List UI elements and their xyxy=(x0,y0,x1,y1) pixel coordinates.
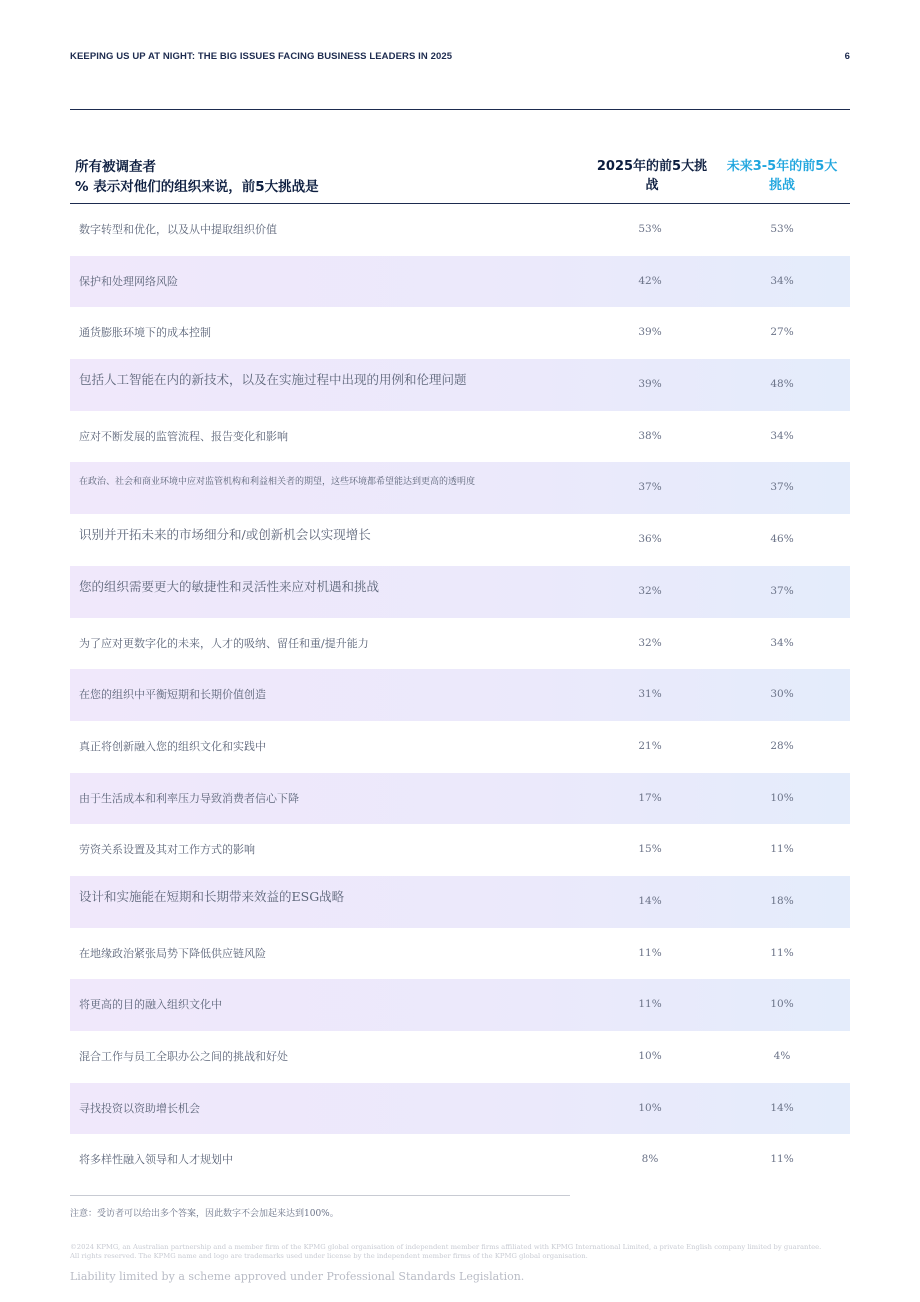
row-label: 为了应对更数字化的未来，人才的吸纳、留任和重/提升能力 xyxy=(79,636,369,650)
header-divider xyxy=(70,109,850,110)
row-label: 在您的组织中平衡短期和长期价值创造 xyxy=(79,688,266,702)
row-label: 识别并开拓未来的市场细分和/或创新机会以实现增长 xyxy=(79,527,371,543)
value-future: 34% xyxy=(770,274,794,287)
row-label: 包括人工智能在内的新技术，以及在实施过程中出现的用例和伦理问题 xyxy=(79,372,467,388)
row-label: 寻找投资以资助增长机会 xyxy=(79,1101,200,1115)
row-label: 保护和处理网络风险 xyxy=(79,274,178,288)
table-row xyxy=(70,618,850,670)
row-label: 通货膨胀环境下的成本控制 xyxy=(79,326,211,340)
report-title: KEEPING US UP AT NIGHT: THE BIG ISSUES FACING BUSINESS LEADERS IN 2025 xyxy=(70,51,453,62)
table-row xyxy=(70,566,850,618)
column-header-2025-line2: 战 xyxy=(645,178,659,193)
table-row xyxy=(70,359,850,411)
table-row xyxy=(70,514,850,566)
table-heading-line1: 所有被调查者 xyxy=(75,159,156,175)
table-row xyxy=(70,256,850,308)
row-label: 在政治、社会和商业环境中应对监管机构和利益相关者的期望，这些环境都希望能达到更高的透明度 xyxy=(79,477,476,488)
value-2025: 53% xyxy=(638,223,662,235)
row-label: 将更高的目的融入组织文化中 xyxy=(79,998,222,1012)
value-future: 28% xyxy=(770,739,794,752)
row-label: 混合工作与员工全职办公之间的挑战和好处 xyxy=(79,1050,288,1063)
value-2025: 39% xyxy=(638,326,662,339)
table-row xyxy=(70,1134,850,1186)
table-row xyxy=(70,928,850,980)
row-label: 由于生活成本和利率压力导致消费者信心下降 xyxy=(79,791,299,805)
value-2025: 36% xyxy=(638,533,662,546)
table-row xyxy=(70,204,850,256)
row-label: 您的组织需要更大的敏捷性和灵活性来应对机遇和挑战 xyxy=(79,578,380,594)
row-label: 将多样性融入领导和人才规划中 xyxy=(79,1153,233,1167)
value-future: 46% xyxy=(770,533,794,546)
value-2025: 42% xyxy=(638,274,662,287)
value-2025: 15% xyxy=(638,843,662,856)
table-row xyxy=(70,411,850,463)
liability-notice: Liability limited by a scheme approved under Professional Standards Legislation. xyxy=(70,1270,525,1283)
value-2025: 11% xyxy=(638,946,662,959)
value-future: 34% xyxy=(770,636,794,649)
value-future: 4% xyxy=(773,1050,791,1062)
value-2025: 37% xyxy=(638,481,662,494)
value-future: 18% xyxy=(770,894,794,907)
table-row xyxy=(70,721,850,773)
row-label: 数字转型和优化，以及从中提取组织价值 xyxy=(79,223,277,236)
footnote-divider xyxy=(70,1195,570,1196)
value-future: 48% xyxy=(770,378,794,391)
value-future: 34% xyxy=(770,429,794,442)
value-future: 10% xyxy=(770,791,794,804)
value-2025: 14% xyxy=(638,894,662,907)
table-row xyxy=(70,669,850,721)
value-future: 11% xyxy=(770,1153,794,1166)
value-future: 53% xyxy=(770,223,794,235)
table-row xyxy=(70,824,850,876)
row-label: 在地缘政治紧张局势下降低供应链风险 xyxy=(79,946,266,960)
page-header xyxy=(70,51,850,65)
table-row xyxy=(70,876,850,928)
value-future: 27% xyxy=(770,326,794,339)
value-2025: 31% xyxy=(638,688,662,701)
value-2025: 39% xyxy=(638,378,662,391)
value-2025: 10% xyxy=(638,1050,662,1062)
value-2025: 32% xyxy=(638,636,662,649)
value-future: 37% xyxy=(770,481,794,494)
table-row xyxy=(70,1083,850,1135)
table-row xyxy=(70,462,850,514)
table-row xyxy=(70,773,850,825)
value-future: 11% xyxy=(770,843,794,856)
table-row xyxy=(70,1031,850,1083)
table-row xyxy=(70,307,850,359)
value-future: 37% xyxy=(770,584,794,597)
value-2025: 10% xyxy=(638,1101,662,1114)
row-label: 设计和实施能在短期和长期带来效益的ESG战略 xyxy=(79,888,345,904)
value-future: 11% xyxy=(770,946,794,959)
table-row xyxy=(70,979,850,1031)
value-future: 30% xyxy=(770,688,794,701)
copyright-notice: ©2024 KPMG, an Australian partnership and a member firm of the KPMG global organisation of independent member firms affiliated with KPMG International Limited, a private English company limited by guarantee. All rights reserved. The KPMG name and logo are trademarks used under license by the independent member firms of the KPMG global organisation. xyxy=(70,1243,822,1260)
value-2025: 21% xyxy=(638,739,662,752)
column-header-future-line1: 未来3-5年的前5大 xyxy=(726,159,838,174)
table-header xyxy=(70,155,850,203)
value-future: 14% xyxy=(770,1101,794,1114)
row-label: 应对不断发展的监管流程、报告变化和影响 xyxy=(79,429,288,443)
table-body xyxy=(70,204,850,1186)
value-2025: 17% xyxy=(638,791,662,804)
column-header-2025-line1: 2025年的前5大挑 xyxy=(596,159,708,174)
value-future: 10% xyxy=(770,998,794,1011)
table-heading-line2: % 表示对他们的组织来说，前5大挑战是 xyxy=(75,179,319,195)
table-heading xyxy=(75,157,319,197)
value-2025: 38% xyxy=(638,429,662,442)
column-header-2025 xyxy=(592,157,712,195)
value-2025: 8% xyxy=(641,1153,659,1166)
column-header-future xyxy=(722,157,842,195)
value-2025: 11% xyxy=(638,998,662,1011)
footnote: 注意：受访者可以给出多个答案，因此数字不会加起来达到100%。 xyxy=(70,1209,339,1219)
page-number: 6 xyxy=(844,51,850,62)
column-header-future-line2: 挑战 xyxy=(768,178,795,193)
value-2025: 32% xyxy=(638,584,662,597)
row-label: 劳资关系设置及其对工作方式的影响 xyxy=(79,843,255,857)
row-label: 真正将创新融入您的组织文化和实践中 xyxy=(79,739,266,753)
